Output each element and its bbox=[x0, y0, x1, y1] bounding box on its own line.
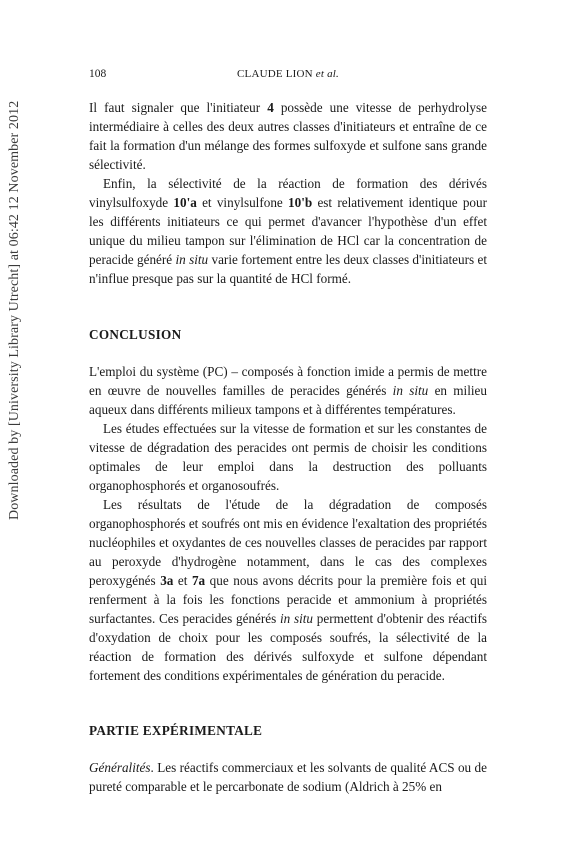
text-run: possède une vitesse de perhydrolyse intermédiaire à celles des deux autres classes d'initiateurs et entraîne de ce fait la formation d'un mélange des formes sulfoxyde et sulfone sans grande sélectivité. bbox=[89, 100, 487, 172]
running-head-author: CLAUDE LION bbox=[237, 68, 313, 80]
italic-term: Généralités bbox=[89, 760, 151, 775]
italic-term: in situ bbox=[392, 383, 429, 398]
section-heading-partie-experimentale: PARTIE EXPÉRIMENTALE bbox=[89, 723, 263, 738]
paragraph bbox=[89, 174, 487, 288]
compound-label: 10'a bbox=[173, 195, 197, 210]
text-run: et vinylsulfone bbox=[196, 195, 289, 210]
article-body bbox=[89, 98, 487, 796]
text-run: Enfin, la sélectivité de la réaction de formation des dérivés vinylsulfoxyde bbox=[89, 176, 487, 210]
text-run: permettent d'obtenir des réactifs d'oxydation de choix pour les composés soufrés, la sélectivité de la réaction de formation des dérivés sulfoxyde et sulfone dépendant fortement des conditions expérimentales de génération du peracide. bbox=[89, 611, 487, 683]
paragraph bbox=[89, 98, 487, 174]
paragraph bbox=[89, 419, 487, 495]
running-head bbox=[0, 68, 576, 80]
running-head-etal: et al. bbox=[315, 68, 339, 80]
download-watermark: Downloaded by [University Library Utrecht] at 06:42 12 November 2012 bbox=[7, 100, 22, 520]
italic-term: in situ bbox=[280, 611, 314, 626]
text-run: . Les réactifs commerciaux et les solvants de qualité ACS ou de pureté comparable et le percarbonate de sodium (Aldrich à 25% en bbox=[89, 760, 487, 794]
compound-label: 4 bbox=[267, 100, 274, 115]
paragraph bbox=[89, 758, 487, 796]
text-run: en milieu aqueux dans différents milieux tampons et à différentes températures. bbox=[89, 383, 487, 417]
compound-label: 7a bbox=[191, 573, 206, 588]
text-run: Les résultats de l'étude de la dégradation de composés organophosphorés et soufrés ont mis en évidence l'exaltation des propriétés nucléophiles et oxydantes de ces nouvelles classes de peracides par rapport au peroxyde d'hydrogène notamment, dans le cas des complexes peroxygénés bbox=[89, 497, 487, 588]
text-run: varie fortement entre les deux classes d'initiateurs et n'influe presque pas sur la quantité de HCl formé. bbox=[89, 252, 487, 286]
text-run: Les études effectuées sur la vitesse de formation et sur les constantes de vitesse de dégradation des peracides ont permis de choisir les conditions optimales de leur emploi dans la destruction des polluants organophosphorés et organosoufrés. bbox=[89, 421, 487, 493]
compound-label: 10'b bbox=[288, 195, 313, 210]
text-run: est relativement identique pour les différents initiateurs ce qui permet d'avancer l'hypothèse d'un effet unique du milieu tampon sur l'élimination de HCl car la concentration de peracide généré bbox=[89, 195, 487, 267]
text-run: L'emploi du système (PC) – composés à fonction imide a permis de mettre en œuvre de nouvelles familles de peracides générés bbox=[89, 364, 487, 398]
text-run: que nous avons décrits pour la première fois et qui renferment à la fois les fonctions peracide et ammonium à propriétés surfactantes. Ces peracides générés bbox=[89, 573, 487, 626]
text-run: Il faut signaler que l'initiateur bbox=[89, 100, 268, 115]
paragraph bbox=[89, 495, 487, 685]
section-heading-conclusion: CONCLUSION bbox=[89, 327, 182, 342]
page-number: 108 bbox=[89, 68, 107, 80]
text-run: et bbox=[173, 573, 192, 588]
italic-term: in situ bbox=[175, 252, 209, 267]
compound-label: 3a bbox=[160, 573, 174, 588]
paragraph bbox=[89, 362, 487, 419]
